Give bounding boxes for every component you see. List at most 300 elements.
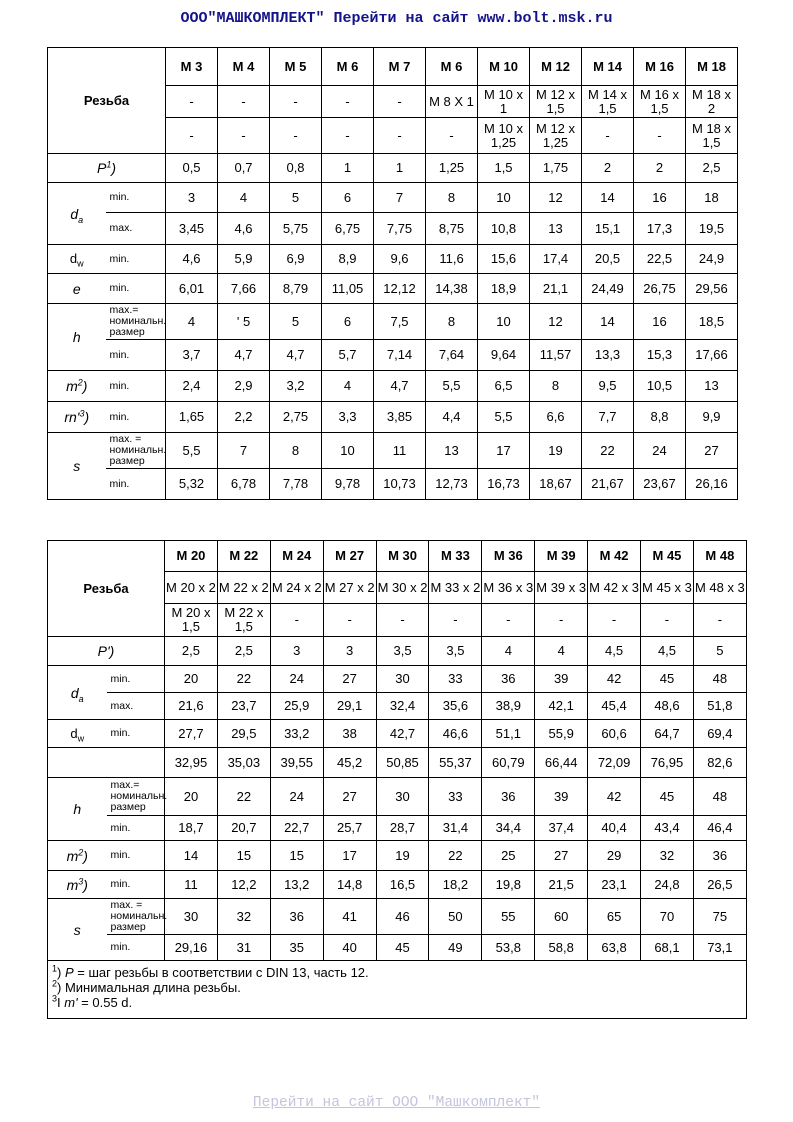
- cell-dw-min-1: 29,5: [217, 720, 270, 748]
- cell-sizes-0: M 20: [165, 541, 218, 572]
- h-max-label: max.= номинальн. размер: [106, 304, 166, 340]
- cell-h-min-4: 28,7: [376, 816, 429, 841]
- cell-h-max-6: 10: [478, 304, 530, 340]
- cell-e-min-10: 29,56: [686, 274, 738, 304]
- cell-da-max-1: 23,7: [217, 693, 270, 720]
- site-header-link[interactable]: ООО"МАШКОМПЛЕКТ" Перейти на сайт www.bolt.msk.ru: [180, 10, 613, 27]
- e-min-row: [48, 748, 747, 778]
- cell-fine2-2: -: [270, 118, 322, 154]
- cell-h-min-2: 4,7: [270, 340, 322, 371]
- da-max-row: [48, 213, 738, 245]
- cell-da-min-7: 12: [530, 183, 582, 213]
- cell-sizes-10: M 18: [686, 48, 738, 86]
- cell-h-min-0: 18,7: [165, 816, 218, 841]
- cell-h-max-3: 6: [322, 304, 374, 340]
- cell-e-min-5: 14,38: [426, 274, 478, 304]
- s-label: s: [48, 899, 107, 961]
- cell-s-min-4: 10,73: [374, 469, 426, 500]
- m1-min-label: min.: [107, 871, 165, 899]
- cell-s-min-2: 35: [270, 935, 323, 961]
- cell-p-0: 2,5: [165, 637, 218, 666]
- footnotes: [48, 961, 747, 1019]
- cell-dw-min-5: 46,6: [429, 720, 482, 748]
- cell-fine1-5: M 8 X 1: [426, 86, 478, 118]
- cell-da-min-2: 5: [270, 183, 322, 213]
- cell-m1-min-9: 8,8: [634, 402, 686, 433]
- cell-da-max-8: 15,1: [582, 213, 634, 245]
- cell-m1-min-1: 12,2: [217, 871, 270, 899]
- cell-m1-min-2: 13,2: [270, 871, 323, 899]
- cell-fine2-8: -: [582, 118, 634, 154]
- cell-h-min-1: 20,7: [217, 816, 270, 841]
- cell-dw-min-8: 20,5: [582, 245, 634, 274]
- cell-dw-min-9: 64,7: [641, 720, 694, 748]
- da-min-row: [48, 183, 738, 213]
- m-label: $m^2$): [48, 841, 107, 871]
- cell-sizes-0: M 3: [166, 48, 218, 86]
- cell-sizes-5: M 6: [426, 48, 478, 86]
- cell-da-min-9: 45: [641, 666, 694, 693]
- cell-m-min-8: 29: [588, 841, 641, 871]
- cell-dw-min-2: 6,9: [270, 245, 322, 274]
- pitch-label: P'): [48, 637, 165, 666]
- h-min-label: min.: [106, 340, 166, 371]
- cell-s-min-9: 23,67: [634, 469, 686, 500]
- cell-e-min-0: 32,95: [165, 748, 218, 778]
- cell-m-min-1: 2,9: [218, 371, 270, 402]
- da-min-label: min.: [106, 183, 166, 213]
- e-label-empty: [48, 748, 165, 778]
- e-label: e: [48, 274, 106, 304]
- e-min-row: [48, 274, 738, 304]
- cell-m1-min-7: 6,6: [530, 402, 582, 433]
- cell-fine1-6: M 10 x 1: [478, 86, 530, 118]
- cell-m1-min-1: 2,2: [218, 402, 270, 433]
- thread-label: Резьба: [48, 541, 165, 637]
- cell-h-max-5: 8: [426, 304, 478, 340]
- cell-da-min-6: 36: [482, 666, 535, 693]
- cell-h-max-1: ' 5: [218, 304, 270, 340]
- cell-da-min-0: 3: [166, 183, 218, 213]
- cell-da-max-2: 25,9: [270, 693, 323, 720]
- cell-m-min-4: 19: [376, 841, 429, 871]
- cell-da-min-9: 16: [634, 183, 686, 213]
- thread-dimensions-table-2: [47, 540, 747, 1019]
- m1-min-label: min.: [106, 402, 166, 433]
- s-max-row: [48, 433, 738, 469]
- cell-h-min-1: 4,7: [218, 340, 270, 371]
- cell-da-max-7: 13: [530, 213, 582, 245]
- cell-da-max-0: 3,45: [166, 213, 218, 245]
- cell-s-min-7: 58,8: [535, 935, 588, 961]
- cell-m-min-10: 13: [686, 371, 738, 402]
- cell-s-min-10: 26,16: [686, 469, 738, 500]
- cell-p-4: 1: [374, 154, 426, 183]
- pitch-row: [48, 637, 747, 666]
- cell-e-min-8: 72,09: [588, 748, 641, 778]
- cell-e-min-5: 55,37: [429, 748, 482, 778]
- s-label: s: [48, 433, 106, 500]
- cell-m1-min-7: 21,5: [535, 871, 588, 899]
- cell-s-min-4: 45: [376, 935, 429, 961]
- cell-p-8: 2: [582, 154, 634, 183]
- cell-sizes-9: M 45: [641, 541, 694, 572]
- cell-s-max-3: 41: [323, 899, 376, 935]
- cell-h-max-2: 5: [270, 304, 322, 340]
- s-min-label: min.: [107, 935, 165, 961]
- cell-h-min-3: 5,7: [322, 340, 374, 371]
- da-max-row: [48, 693, 747, 720]
- cell-p-7: 1,75: [530, 154, 582, 183]
- cell-dw-min-3: 38: [323, 720, 376, 748]
- m-min-row: [48, 841, 747, 871]
- pitch-row: [48, 154, 738, 183]
- cell-p-3: 3: [323, 637, 376, 666]
- cell-s-min-1: 6,78: [218, 469, 270, 500]
- cell-da-min-6: 10: [478, 183, 530, 213]
- cell-da-min-1: 4: [218, 183, 270, 213]
- cell-h-min-9: 15,3: [634, 340, 686, 371]
- cell-fine1-7: M 39 x 3: [535, 572, 588, 604]
- cell-da-min-4: 7: [374, 183, 426, 213]
- cell-sizes-8: M 14: [582, 48, 634, 86]
- cell-m1-min-4: 16,5: [376, 871, 429, 899]
- cell-sizes-7: M 12: [530, 48, 582, 86]
- cell-sizes-5: M 33: [429, 541, 482, 572]
- cell-dw-min-0: 4,6: [166, 245, 218, 274]
- cell-e-min-6: 18,9: [478, 274, 530, 304]
- cell-da-max-5: 8,75: [426, 213, 478, 245]
- cell-da-max-10: 19,5: [686, 213, 738, 245]
- cell-m1-min-6: 19,8: [482, 871, 535, 899]
- cell-da-min-2: 24: [270, 666, 323, 693]
- footnotes-row: [48, 961, 747, 1019]
- cell-m1-min-0: 11: [165, 871, 218, 899]
- cell-s-min-7: 18,67: [530, 469, 582, 500]
- cell-m-min-9: 10,5: [634, 371, 686, 402]
- cell-s-min-1: 31: [217, 935, 270, 961]
- pitch-label: $P^1$): [48, 154, 166, 183]
- cell-m-min-5: 5,5: [426, 371, 478, 402]
- cell-h-min-9: 43,4: [641, 816, 694, 841]
- da-min-label: min.: [107, 666, 165, 693]
- cell-fine1-9: M 16 x 1,5: [634, 86, 686, 118]
- cell-h-max-7: 12: [530, 304, 582, 340]
- cell-s-max-10: 27: [686, 433, 738, 469]
- cell-h-max-9: 16: [634, 304, 686, 340]
- cell-p-10: 5: [693, 637, 746, 666]
- cell-sizes-10: M 48: [693, 541, 746, 572]
- cell-m-min-7: 27: [535, 841, 588, 871]
- h-max-row: [48, 778, 747, 816]
- cell-h-max-7: 39: [535, 778, 588, 816]
- cell-h-min-0: 3,7: [166, 340, 218, 371]
- cell-da-min-1: 22: [217, 666, 270, 693]
- cell-p-9: 4,5: [641, 637, 694, 666]
- cell-sizes-3: M 27: [323, 541, 376, 572]
- cell-fine2-5: -: [429, 604, 482, 637]
- cell-p-5: 3,5: [429, 637, 482, 666]
- cell-sizes-1: M 4: [218, 48, 270, 86]
- cell-sizes-3: M 6: [322, 48, 374, 86]
- cell-fine2-4: -: [376, 604, 429, 637]
- cell-fine2-6: -: [482, 604, 535, 637]
- cell-da-max-6: 38,9: [482, 693, 535, 720]
- cell-s-min-2: 7,78: [270, 469, 322, 500]
- m-min-row: [48, 371, 738, 402]
- cell-h-min-3: 25,7: [323, 816, 376, 841]
- cell-m-min-5: 22: [429, 841, 482, 871]
- cell-h-max-5: 33: [429, 778, 482, 816]
- cell-m-min-0: 14: [165, 841, 218, 871]
- cell-h-max-4: 7,5: [374, 304, 426, 340]
- cell-fine2-2: -: [270, 604, 323, 637]
- cell-dw-min-3: 8,9: [322, 245, 374, 274]
- cell-da-max-10: 51,8: [693, 693, 746, 720]
- cell-dw-min-9: 22,5: [634, 245, 686, 274]
- cell-m1-min-0: 1,65: [166, 402, 218, 433]
- cell-da-max-3: 29,1: [323, 693, 376, 720]
- cell-da-min-10: 18: [686, 183, 738, 213]
- cell-e-min-6: 60,79: [482, 748, 535, 778]
- cell-p-3: 1: [322, 154, 374, 183]
- m1-label: $rn'^3$): [48, 402, 106, 433]
- cell-fine1-4: M 30 x 2: [376, 572, 429, 604]
- cell-h-max-6: 36: [482, 778, 535, 816]
- cell-m-min-8: 9,5: [582, 371, 634, 402]
- cell-m1-min-5: 4,4: [426, 402, 478, 433]
- cell-dw-min-6: 15,6: [478, 245, 530, 274]
- h-min-row: [48, 340, 738, 371]
- cell-fine2-7: M 12 x 1,25: [530, 118, 582, 154]
- cell-fine1-2: -: [270, 86, 322, 118]
- cell-fine2-4: -: [374, 118, 426, 154]
- cell-s-max-3: 10: [322, 433, 374, 469]
- m-label: $m^2$): [48, 371, 106, 402]
- cell-s-max-6: 17: [478, 433, 530, 469]
- cell-m-min-6: 25: [482, 841, 535, 871]
- cell-p-1: 0,7: [218, 154, 270, 183]
- thread-label: Резьба: [48, 48, 166, 154]
- cell-da-max-6: 10,8: [478, 213, 530, 245]
- cell-s-min-3: 40: [323, 935, 376, 961]
- m1-min-row: [48, 402, 738, 433]
- cell-sizes-9: M 16: [634, 48, 686, 86]
- cell-p-10: 2,5: [686, 154, 738, 183]
- cell-h-min-6: 9,64: [478, 340, 530, 371]
- cell-e-min-9: 76,95: [641, 748, 694, 778]
- cell-s-max-0: 5,5: [166, 433, 218, 469]
- cell-p-0: 0,5: [166, 154, 218, 183]
- cell-da-min-4: 30: [376, 666, 429, 693]
- h-label: h: [48, 304, 106, 371]
- cell-s-min-8: 63,8: [588, 935, 641, 961]
- cell-dw-min-0: 27,7: [165, 720, 218, 748]
- cell-fine2-3: -: [322, 118, 374, 154]
- da-min-row: [48, 666, 747, 693]
- sizes-row: [48, 541, 747, 572]
- cell-fine2-7: -: [535, 604, 588, 637]
- cell-s-min-9: 68,1: [641, 935, 694, 961]
- cell-dw-min-4: 42,7: [376, 720, 429, 748]
- cell-s-min-5: 49: [429, 935, 482, 961]
- cell-m1-min-10: 26,5: [693, 871, 746, 899]
- cell-da-min-5: 33: [429, 666, 482, 693]
- cell-m-min-2: 15: [270, 841, 323, 871]
- cell-p-2: 3: [270, 637, 323, 666]
- cell-fine1-1: M 22 x 2: [217, 572, 270, 604]
- cell-fine2-0: M 20 x 1,5: [165, 604, 218, 637]
- cell-h-min-5: 7,64: [426, 340, 478, 371]
- cell-p-5: 1,25: [426, 154, 478, 183]
- da-label: $d_a$: [48, 666, 107, 720]
- h-label: h: [48, 778, 107, 841]
- cell-e-min-4: 12,12: [374, 274, 426, 304]
- dw-min-row: [48, 245, 738, 274]
- cell-fine1-7: M 12 x 1,5: [530, 86, 582, 118]
- cell-fine2-9: -: [641, 604, 694, 637]
- cell-da-max-5: 35,6: [429, 693, 482, 720]
- cell-dw-min-10: 24,9: [686, 245, 738, 274]
- cell-m-min-4: 4,7: [374, 371, 426, 402]
- cell-da-min-3: 27: [323, 666, 376, 693]
- cell-dw-min-6: 51,1: [482, 720, 535, 748]
- cell-m1-min-3: 3,3: [322, 402, 374, 433]
- cell-h-min-10: 46,4: [693, 816, 746, 841]
- cell-fine1-3: M 27 x 2: [323, 572, 376, 604]
- cell-m1-min-8: 7,7: [582, 402, 634, 433]
- cell-fine2-1: M 22 x 1,5: [217, 604, 270, 637]
- cell-dw-min-4: 9,6: [374, 245, 426, 274]
- cell-fine2-8: -: [588, 604, 641, 637]
- cell-fine1-9: M 45 x 3: [641, 572, 694, 604]
- cell-h-max-10: 18,5: [686, 304, 738, 340]
- cell-h-min-6: 34,4: [482, 816, 535, 841]
- cell-da-max-0: 21,6: [165, 693, 218, 720]
- cell-s-max-1: 32: [217, 899, 270, 935]
- cell-s-min-6: 53,8: [482, 935, 535, 961]
- cell-s-max-0: 30: [165, 899, 218, 935]
- cell-fine1-6: M 36 x 3: [482, 572, 535, 604]
- cell-da-min-7: 39: [535, 666, 588, 693]
- cell-h-max-4: 30: [376, 778, 429, 816]
- cell-s-max-2: 8: [270, 433, 322, 469]
- cell-m1-min-10: 9,9: [686, 402, 738, 433]
- cell-p-4: 3,5: [376, 637, 429, 666]
- e-min-label: min.: [106, 274, 166, 304]
- s-max-label: max. = номинальн. размер: [106, 433, 166, 469]
- dw-min-label: min.: [106, 245, 166, 274]
- cell-m1-min-3: 14,8: [323, 871, 376, 899]
- cell-sizes-4: M 30: [376, 541, 429, 572]
- cell-s-max-2: 36: [270, 899, 323, 935]
- cell-h-min-4: 7,14: [374, 340, 426, 371]
- cell-s-min-0: 5,32: [166, 469, 218, 500]
- cell-h-max-9: 45: [641, 778, 694, 816]
- cell-fine2-9: -: [634, 118, 686, 154]
- cell-s-max-4: 11: [374, 433, 426, 469]
- cell-s-max-9: 24: [634, 433, 686, 469]
- cell-s-max-6: 55: [482, 899, 535, 935]
- cell-e-min-8: 24,49: [582, 274, 634, 304]
- cell-dw-min-2: 33,2: [270, 720, 323, 748]
- cell-fine1-2: M 24 x 2: [270, 572, 323, 604]
- cell-m-min-10: 36: [693, 841, 746, 871]
- cell-h-min-8: 13,3: [582, 340, 634, 371]
- cell-fine1-4: -: [374, 86, 426, 118]
- cell-fine2-10: -: [693, 604, 746, 637]
- cell-h-max-8: 14: [582, 304, 634, 340]
- cell-da-min-0: 20: [165, 666, 218, 693]
- cell-m-min-0: 2,4: [166, 371, 218, 402]
- cell-h-max-1: 22: [217, 778, 270, 816]
- cell-s-min-0: 29,16: [165, 935, 218, 961]
- s-max-row: [48, 899, 747, 935]
- cell-p-2: 0,8: [270, 154, 322, 183]
- cell-da-max-7: 42,1: [535, 693, 588, 720]
- cell-s-max-10: 75: [693, 899, 746, 935]
- cell-s-min-5: 12,73: [426, 469, 478, 500]
- cell-fine1-0: -: [166, 86, 218, 118]
- da-max-label: max.: [106, 213, 166, 245]
- cell-sizes-4: M 7: [374, 48, 426, 86]
- m-min-label: min.: [107, 841, 165, 871]
- s-max-label: max. = номинальн. размер: [107, 899, 165, 935]
- da-label: $d_a$: [48, 183, 106, 245]
- h-max-label: max.= номинальн. размер: [107, 778, 165, 816]
- cell-sizes-2: M 24: [270, 541, 323, 572]
- thread-dimensions-table-1: [47, 47, 738, 500]
- dw-label: $d_w$: [48, 245, 106, 274]
- h-min-row: [48, 816, 747, 841]
- s-min-row: [48, 935, 747, 961]
- cell-e-min-1: 7,66: [218, 274, 270, 304]
- cell-sizes-6: M 10: [478, 48, 530, 86]
- cell-dw-min-8: 60,6: [588, 720, 641, 748]
- cell-m1-min-5: 18,2: [429, 871, 482, 899]
- cell-m-min-6: 6,5: [478, 371, 530, 402]
- cell-fine2-10: M 18 x 1,5: [686, 118, 738, 154]
- cell-m-min-1: 15: [217, 841, 270, 871]
- cell-s-max-4: 46: [376, 899, 429, 935]
- m-min-label: min.: [106, 371, 166, 402]
- cell-s-max-9: 70: [641, 899, 694, 935]
- cell-da-min-8: 14: [582, 183, 634, 213]
- cell-fine1-1: -: [218, 86, 270, 118]
- cell-da-max-4: 32,4: [376, 693, 429, 720]
- site-footer-link[interactable]: Перейти на сайт ООО "Машкомплект": [252, 1095, 541, 1111]
- cell-s-max-7: 60: [535, 899, 588, 935]
- h-min-label: min.: [107, 816, 165, 841]
- cell-sizes-8: M 42: [588, 541, 641, 572]
- cell-da-max-4: 7,75: [374, 213, 426, 245]
- cell-h-max-3: 27: [323, 778, 376, 816]
- cell-da-min-10: 48: [693, 666, 746, 693]
- cell-p-8: 4,5: [588, 637, 641, 666]
- cell-p-1: 2,5: [217, 637, 270, 666]
- cell-h-min-7: 11,57: [530, 340, 582, 371]
- cell-dw-min-10: 69,4: [693, 720, 746, 748]
- dw-label: $d_w$: [48, 720, 107, 748]
- cell-fine2-6: M 10 x 1,25: [478, 118, 530, 154]
- cell-da-min-8: 42: [588, 666, 641, 693]
- cell-sizes-6: M 36: [482, 541, 535, 572]
- footnote-1: $^1$) P = шаг резьбы в соответствии с DIN 13, часть 12.: [52, 963, 369, 980]
- cell-h-min-10: 17,66: [686, 340, 738, 371]
- cell-e-min-9: 26,75: [634, 274, 686, 304]
- cell-m1-min-6: 5,5: [478, 402, 530, 433]
- footnote-2: $^2$) Минимальная длина резьбы.: [52, 978, 241, 995]
